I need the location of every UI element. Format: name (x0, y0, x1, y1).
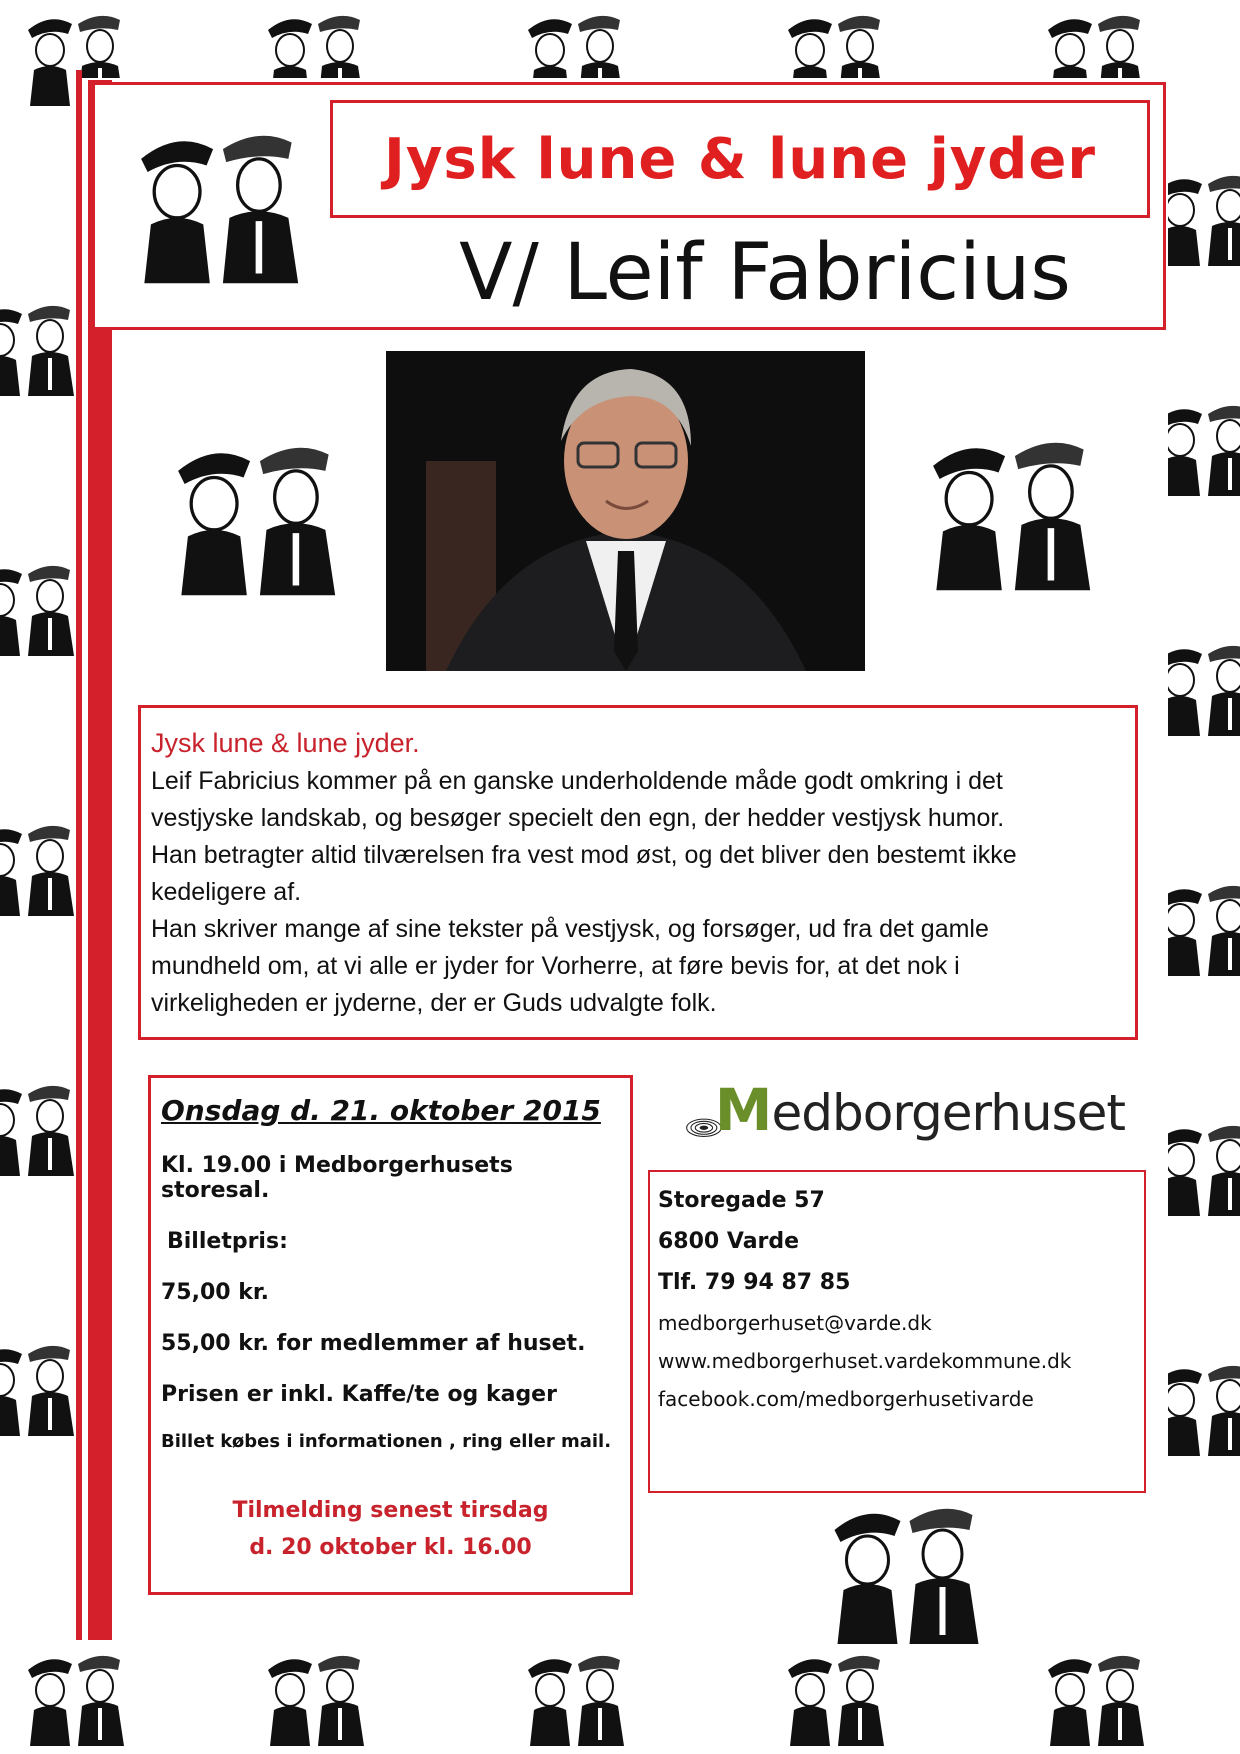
registration-deadline-line1: Tilmelding senest tirsdag (232, 1498, 549, 1523)
contact-phone: Tlf. 79 94 87 85 (658, 1270, 851, 1295)
description-body (151, 763, 1125, 1022)
red-stripe-outer (76, 70, 82, 1640)
event-details-box (148, 1075, 633, 1595)
price-label: Billetpris: (167, 1229, 288, 1254)
description-line: mundheld om, at vi alle er jyder for Vorherre, at føre bevis for, at det nok i (151, 952, 960, 980)
description-line: vestjyske landskab, og besøger specielt den egn, der hedder vestjysk humor. (151, 804, 1005, 832)
cartoon-duo-illustration (920, 415, 1100, 615)
registration-deadline-line2: d. 20 oktober kl. 16.00 (249, 1535, 532, 1560)
description-box (138, 705, 1138, 1040)
contact-box (648, 1170, 1146, 1493)
cartoon-duo-illustration (128, 108, 308, 308)
performer-portrait (386, 351, 865, 671)
ticket-purchase-info: Billet købes i informationen , ring eller mail. (161, 1431, 612, 1452)
price-includes: Prisen er inkl. Kaffe/te og kager (161, 1382, 557, 1407)
logo-rest: edborgerhuset (771, 1084, 1125, 1142)
medborgerhuset-logo (685, 1065, 1125, 1155)
event-title: Jysk lune & lune jyder (330, 100, 1150, 218)
contact-email: medborgerhuset@varde.dk (658, 1311, 932, 1335)
description-heading: Jysk lune & lune jyder. (151, 728, 420, 758)
performer-subtitle: V/ Leif Fabricius (459, 228, 1071, 318)
contact-facebook: facebook.com/medborgerhusetivarde (658, 1387, 1034, 1411)
event-time-place: Kl. 19.00 i Medborgerhusets storesal. (161, 1153, 513, 1203)
ticket-price: 75,00 kr. (161, 1280, 269, 1305)
description-line: Han betragter altid tilværelsen fra vest mod øst, og det bliver den bestemt ikke (151, 841, 1017, 869)
logo-initial: M (714, 1076, 772, 1144)
contact-website: www.medborgerhuset.vardekommune.dk (658, 1349, 1072, 1373)
cartoon-duo-illustration (820, 1500, 990, 1650)
description-line: kedeligere af. (151, 878, 302, 906)
event-date: Onsdag d. 21. oktober 2015 (161, 1094, 601, 1127)
logo-wordmark (715, 1076, 1125, 1144)
cartoon-duo-illustration (165, 420, 345, 620)
description-line: Leif Fabricius kommer på en ganske underholdende måde godt omkring i det (151, 767, 1003, 795)
contact-city: 6800 Varde (658, 1229, 800, 1254)
performer-photo (386, 351, 865, 671)
description-line: Han skriver mange af sine tekster på vestjysk, og forsøger, ud fra det gamle (151, 915, 989, 943)
member-price: 55,00 kr. for medlemmer af huset. (161, 1331, 586, 1356)
contact-street: Storegade 57 (658, 1188, 825, 1213)
description-line: virkeligheden er jyderne, der er Guds udvalgte folk. (151, 989, 717, 1017)
